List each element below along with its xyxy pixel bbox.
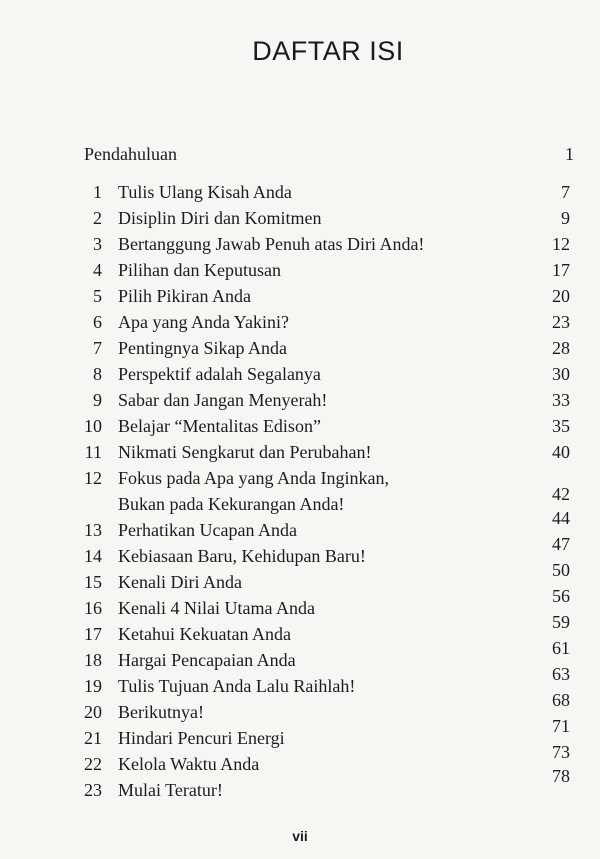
toc-entry-title: Tulis Ulang Kisah Anda — [118, 182, 292, 202]
toc-entry — [0, 586, 600, 622]
toc-entry-page-number: 20 — [552, 286, 570, 306]
toc-entry-number: 19 — [84, 676, 102, 696]
toc-entry — [0, 560, 600, 596]
toc-entry-page-number: 7 — [561, 182, 570, 202]
toc-entry — [0, 638, 600, 674]
toc-entry — [0, 612, 600, 648]
toc-entry-number: 13 — [84, 520, 102, 540]
toc-entry-title: Nikmati Sengkarut dan Perubahan! — [118, 442, 372, 462]
toc-entry — [0, 534, 600, 570]
toc-entry-number: 23 — [84, 780, 102, 800]
toc-entry-page-number: 61 — [552, 638, 570, 658]
toc-entry-page-number: 73 — [552, 742, 570, 762]
toc-entry-number: 12 — [84, 468, 102, 488]
toc-entry-title: Hindari Pencuri Energi — [118, 728, 285, 748]
toc-entry-page-number: 47 — [552, 534, 570, 554]
toc-entry-number: 2 — [93, 208, 102, 228]
toc-entry — [0, 416, 600, 440]
toc-entry-number: 10 — [84, 416, 102, 436]
toc-entry-title: Kebiasaan Baru, Kehidupan Baru! — [118, 546, 366, 566]
toc-entry-page-number: 30 — [552, 364, 570, 384]
toc-entry-page-number: 28 — [552, 338, 570, 358]
toc-entry-number: 3 — [93, 234, 102, 254]
toc-entry-page-number: 23 — [552, 312, 570, 332]
toc-entry — [0, 390, 600, 414]
toc-entry-title: Disiplin Diri dan Komitmen — [118, 208, 322, 228]
toc-entry-title: Belajar “Mentalitas Edison” — [118, 416, 321, 436]
intro-page-number: 1 — [565, 144, 574, 164]
toc-entry — [0, 716, 600, 752]
toc-entry-title: Tulis Tujuan Anda Lalu Raihlah! — [118, 676, 356, 696]
toc-entry-number: 16 — [84, 598, 102, 618]
toc-entry-number: 4 — [93, 260, 102, 280]
toc-entry-page-number: 9 — [561, 208, 570, 228]
toc-entry-page-number: 33 — [552, 390, 570, 410]
toc-entry-title: Berikutnya! — [118, 702, 204, 722]
toc-entry-title: Apa yang Anda Yakini? — [118, 312, 289, 332]
toc-entry — [0, 234, 600, 258]
toc-entry — [0, 742, 600, 778]
toc-entry — [0, 338, 600, 362]
toc-entry-page-number: 42 — [552, 484, 570, 504]
toc-entry-title: Mulai Teratur! — [118, 780, 223, 800]
toc-entry — [0, 664, 600, 700]
toc-entry — [0, 442, 600, 466]
toc-entry-page-number: 50 — [552, 560, 570, 580]
toc-entry-page-number: 68 — [552, 690, 570, 710]
toc-entry-number: 8 — [93, 364, 102, 384]
toc-entry-number: 1 — [93, 182, 102, 202]
toc-entry-page-number: 35 — [552, 416, 570, 436]
toc-entry-title: Perhatikan Ucapan Anda — [118, 520, 297, 540]
toc-entry — [0, 208, 600, 232]
toc-entry-number: 11 — [84, 442, 102, 462]
toc-entry — [0, 508, 600, 544]
toc-entry — [0, 260, 600, 284]
toc-entry-page-number: 40 — [552, 442, 570, 462]
toc-entry-title: Fokus pada Apa yang Anda Inginkan, — [118, 468, 389, 488]
toc-entry-number: 5 — [93, 286, 102, 306]
toc-entry-title: Pilihan dan Keputusan — [118, 260, 281, 280]
toc-entry-title: Pilih Pikiran Anda — [118, 286, 252, 306]
toc-entry — [0, 312, 600, 336]
toc-entry — [0, 182, 600, 206]
toc-entry-title: Kenali Diri Anda — [118, 572, 242, 592]
intro-label: Pendahuluan — [84, 144, 177, 164]
toc-entry-page-number: 56 — [552, 586, 570, 606]
toc-entry-page-number: 12 — [552, 234, 570, 254]
toc-entry-number: 9 — [93, 390, 102, 410]
toc-entry-number: 20 — [84, 702, 102, 722]
toc-entry-number: 22 — [84, 754, 102, 774]
toc-entry-page-number: 59 — [552, 612, 570, 632]
toc-entry-number: 6 — [93, 312, 102, 332]
toc-entry — [0, 286, 600, 310]
toc-entry — [0, 364, 600, 388]
toc-entry-page-number: 78 — [552, 766, 570, 786]
toc-entry-title: Kelola Waktu Anda — [118, 754, 260, 774]
toc-entry-number: 7 — [93, 338, 102, 358]
toc-entry-number: 14 — [84, 546, 102, 566]
toc-entry-title: Kenali 4 Nilai Utama Anda — [118, 598, 315, 618]
toc-entry-title: Bertanggung Jawab Penuh atas Diri Anda! — [118, 234, 425, 254]
toc-entry — [0, 468, 600, 514]
toc-entry-title: Hargai Pencapaian Anda — [118, 650, 296, 670]
toc-entry-number: 18 — [84, 650, 102, 670]
toc-entry — [0, 766, 600, 804]
toc-entry-number: 17 — [84, 624, 102, 644]
toc-entry-title: Perspektif adalah Segalanya — [118, 364, 321, 384]
toc-entry-page-number: 63 — [552, 664, 570, 684]
toc-entry-page-number: 44 — [552, 508, 570, 528]
toc-entry-title: Ketahui Kekuatan Anda — [118, 624, 291, 644]
toc-entry-title: Sabar dan Jangan Menyerah! — [118, 390, 328, 410]
toc-entry-number: 21 — [84, 728, 102, 748]
page-folio: vii — [292, 828, 308, 844]
toc-entry-title-line2: Bukan pada Kekurangan Anda! — [118, 494, 345, 514]
toc-entry-page-number: 71 — [552, 716, 570, 736]
page-title: DAFTAR ISI — [252, 36, 404, 66]
toc-entry-number: 15 — [84, 572, 102, 592]
toc-entry-title: Pentingnya Sikap Anda — [118, 338, 287, 358]
toc-entry — [0, 690, 600, 726]
toc-entry-page-number: 17 — [552, 260, 570, 280]
